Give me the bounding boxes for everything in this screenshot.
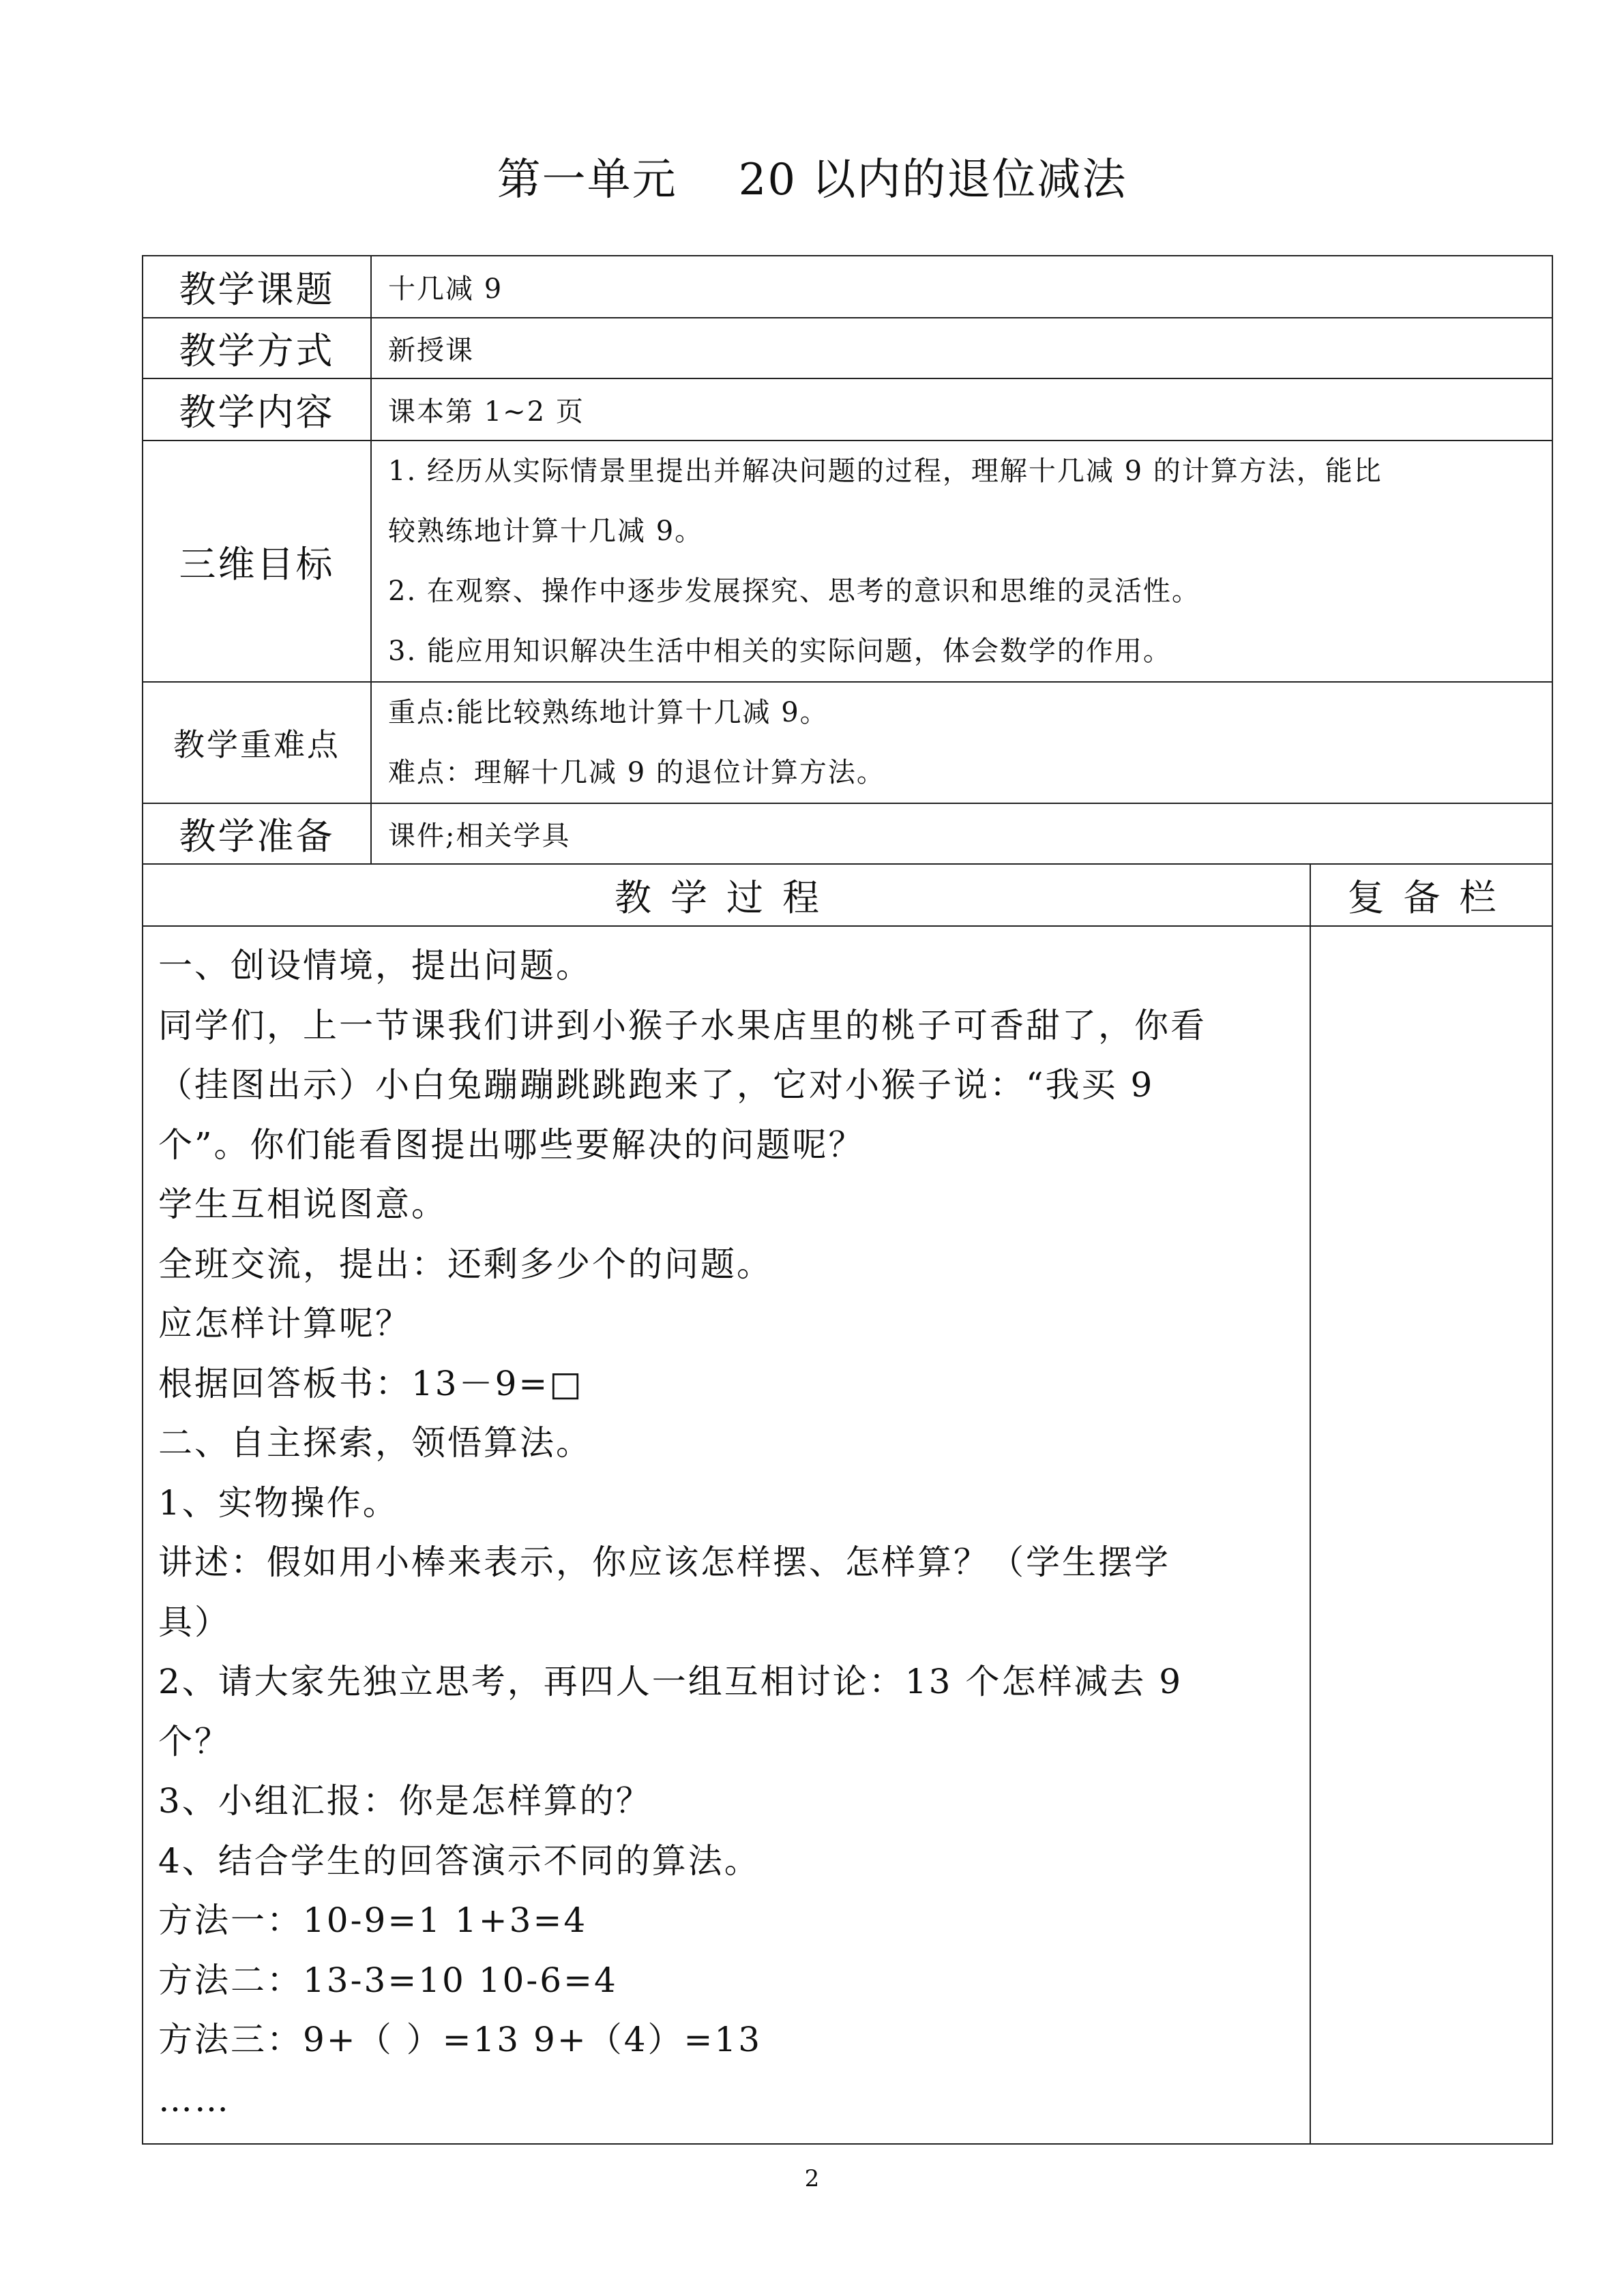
process-line: 1、实物操作。: [158, 1482, 399, 1523]
process-line: 个？: [158, 1721, 231, 1761]
unit-label: 第一单元: [497, 155, 677, 205]
goals-text: [371, 441, 1552, 682]
process-line: 同学们，上一节课我们讲到小猴子水果店里的桃子可香甜了，你看: [158, 1005, 1207, 1045]
row-content: [143, 378, 1552, 441]
row-goals: [143, 441, 1552, 682]
value-content: 课本第 1~2 页: [371, 378, 1552, 441]
process-line: 方法二：13-3=10 10-6=4: [158, 1960, 618, 2000]
process-line: ……: [158, 2079, 231, 2119]
process-line: 全班交流，提出：还剩多少个的问题。: [158, 1244, 773, 1284]
row-process-header: [143, 864, 1552, 926]
label-method: 教学方式: [143, 318, 371, 378]
process-line: 2、请大家先独立思考，再四人一组互相讨论：13 个怎样减去 9: [158, 1662, 1183, 1701]
process-line: 应怎样计算呢？: [158, 1304, 411, 1343]
page-title: [0, 151, 1624, 209]
page-number: 2: [804, 2165, 820, 2192]
process-line: 二、自主探索，领悟算法。: [158, 1423, 592, 1463]
key-points-text: [371, 682, 1552, 803]
process-line: 方法三：9+（ ）=13 9+（4）=13: [158, 2020, 763, 2059]
goal-line: 2. 在观察、操作中逐步发展探究、思考的意识和思维的灵活性。: [388, 576, 1200, 607]
lesson-plan-table: [142, 255, 1553, 2145]
label-goals: 三维目标: [143, 441, 371, 682]
notes-header: 复备栏: [1310, 864, 1552, 926]
label-topic: 教学课题: [143, 256, 371, 318]
process-line: 方法一：10-9=1 1+3=4: [158, 1900, 588, 1940]
unit-topic: 20 以内的退位减法: [738, 155, 1127, 205]
process-content: [143, 926, 1310, 2144]
process-line: 4、结合学生的回答演示不同的算法。: [158, 1840, 761, 1881]
notes-column: [1310, 926, 1552, 2144]
process-line: 学生互相说图意。: [158, 1184, 447, 1224]
row-topic: [143, 256, 1552, 318]
goal-line: 1. 经历从实际情景里提出并解决问题的过程，理解十几减 9 的计算方法，能比: [388, 456, 1383, 487]
process-header: 教学过程: [143, 864, 1310, 926]
process-line: 3、小组汇报：你是怎样算的？: [158, 1781, 652, 1821]
process-line: 个”。你们能看图提出哪些要解决的问题呢？: [158, 1124, 865, 1165]
goal-line: 3. 能应用知识解决生活中相关的实际问题，体会数学的作用。: [388, 636, 1172, 667]
key-point-line: 难点：理解十几减 9 的退位计算方法。: [388, 757, 885, 788]
label-preparation: 教学准备: [143, 803, 371, 864]
value-method: 新授课: [371, 318, 1552, 378]
process-line: （挂图出示）小白兔蹦蹦跳跳跑来了，它对小猴子说：“我买 9: [158, 1065, 1155, 1105]
row-method: [143, 318, 1552, 378]
row-key-points: [143, 682, 1552, 803]
process-line: 具）: [158, 1602, 231, 1642]
label-key-points: 教学重难点: [143, 682, 371, 803]
row-preparation: [143, 803, 1552, 864]
goal-line: 较熟练地计算十几减 9。: [388, 516, 704, 547]
process-line: 根据回答板书：13－9=□: [158, 1363, 584, 1403]
row-process-body: [143, 926, 1552, 2144]
value-preparation: 课件;相关学具: [371, 803, 1552, 864]
label-content: 教学内容: [143, 378, 371, 441]
value-topic: 十几减 9: [371, 256, 1552, 318]
key-point-line: 重点:能比较熟练地计算十几减 9。: [388, 697, 829, 728]
process-line: 一、创设情境，提出问题。: [158, 946, 592, 985]
process-line: 讲述：假如用小棒来表示，你应该怎样摆、怎样算？（学生摆学: [158, 1542, 1170, 1582]
